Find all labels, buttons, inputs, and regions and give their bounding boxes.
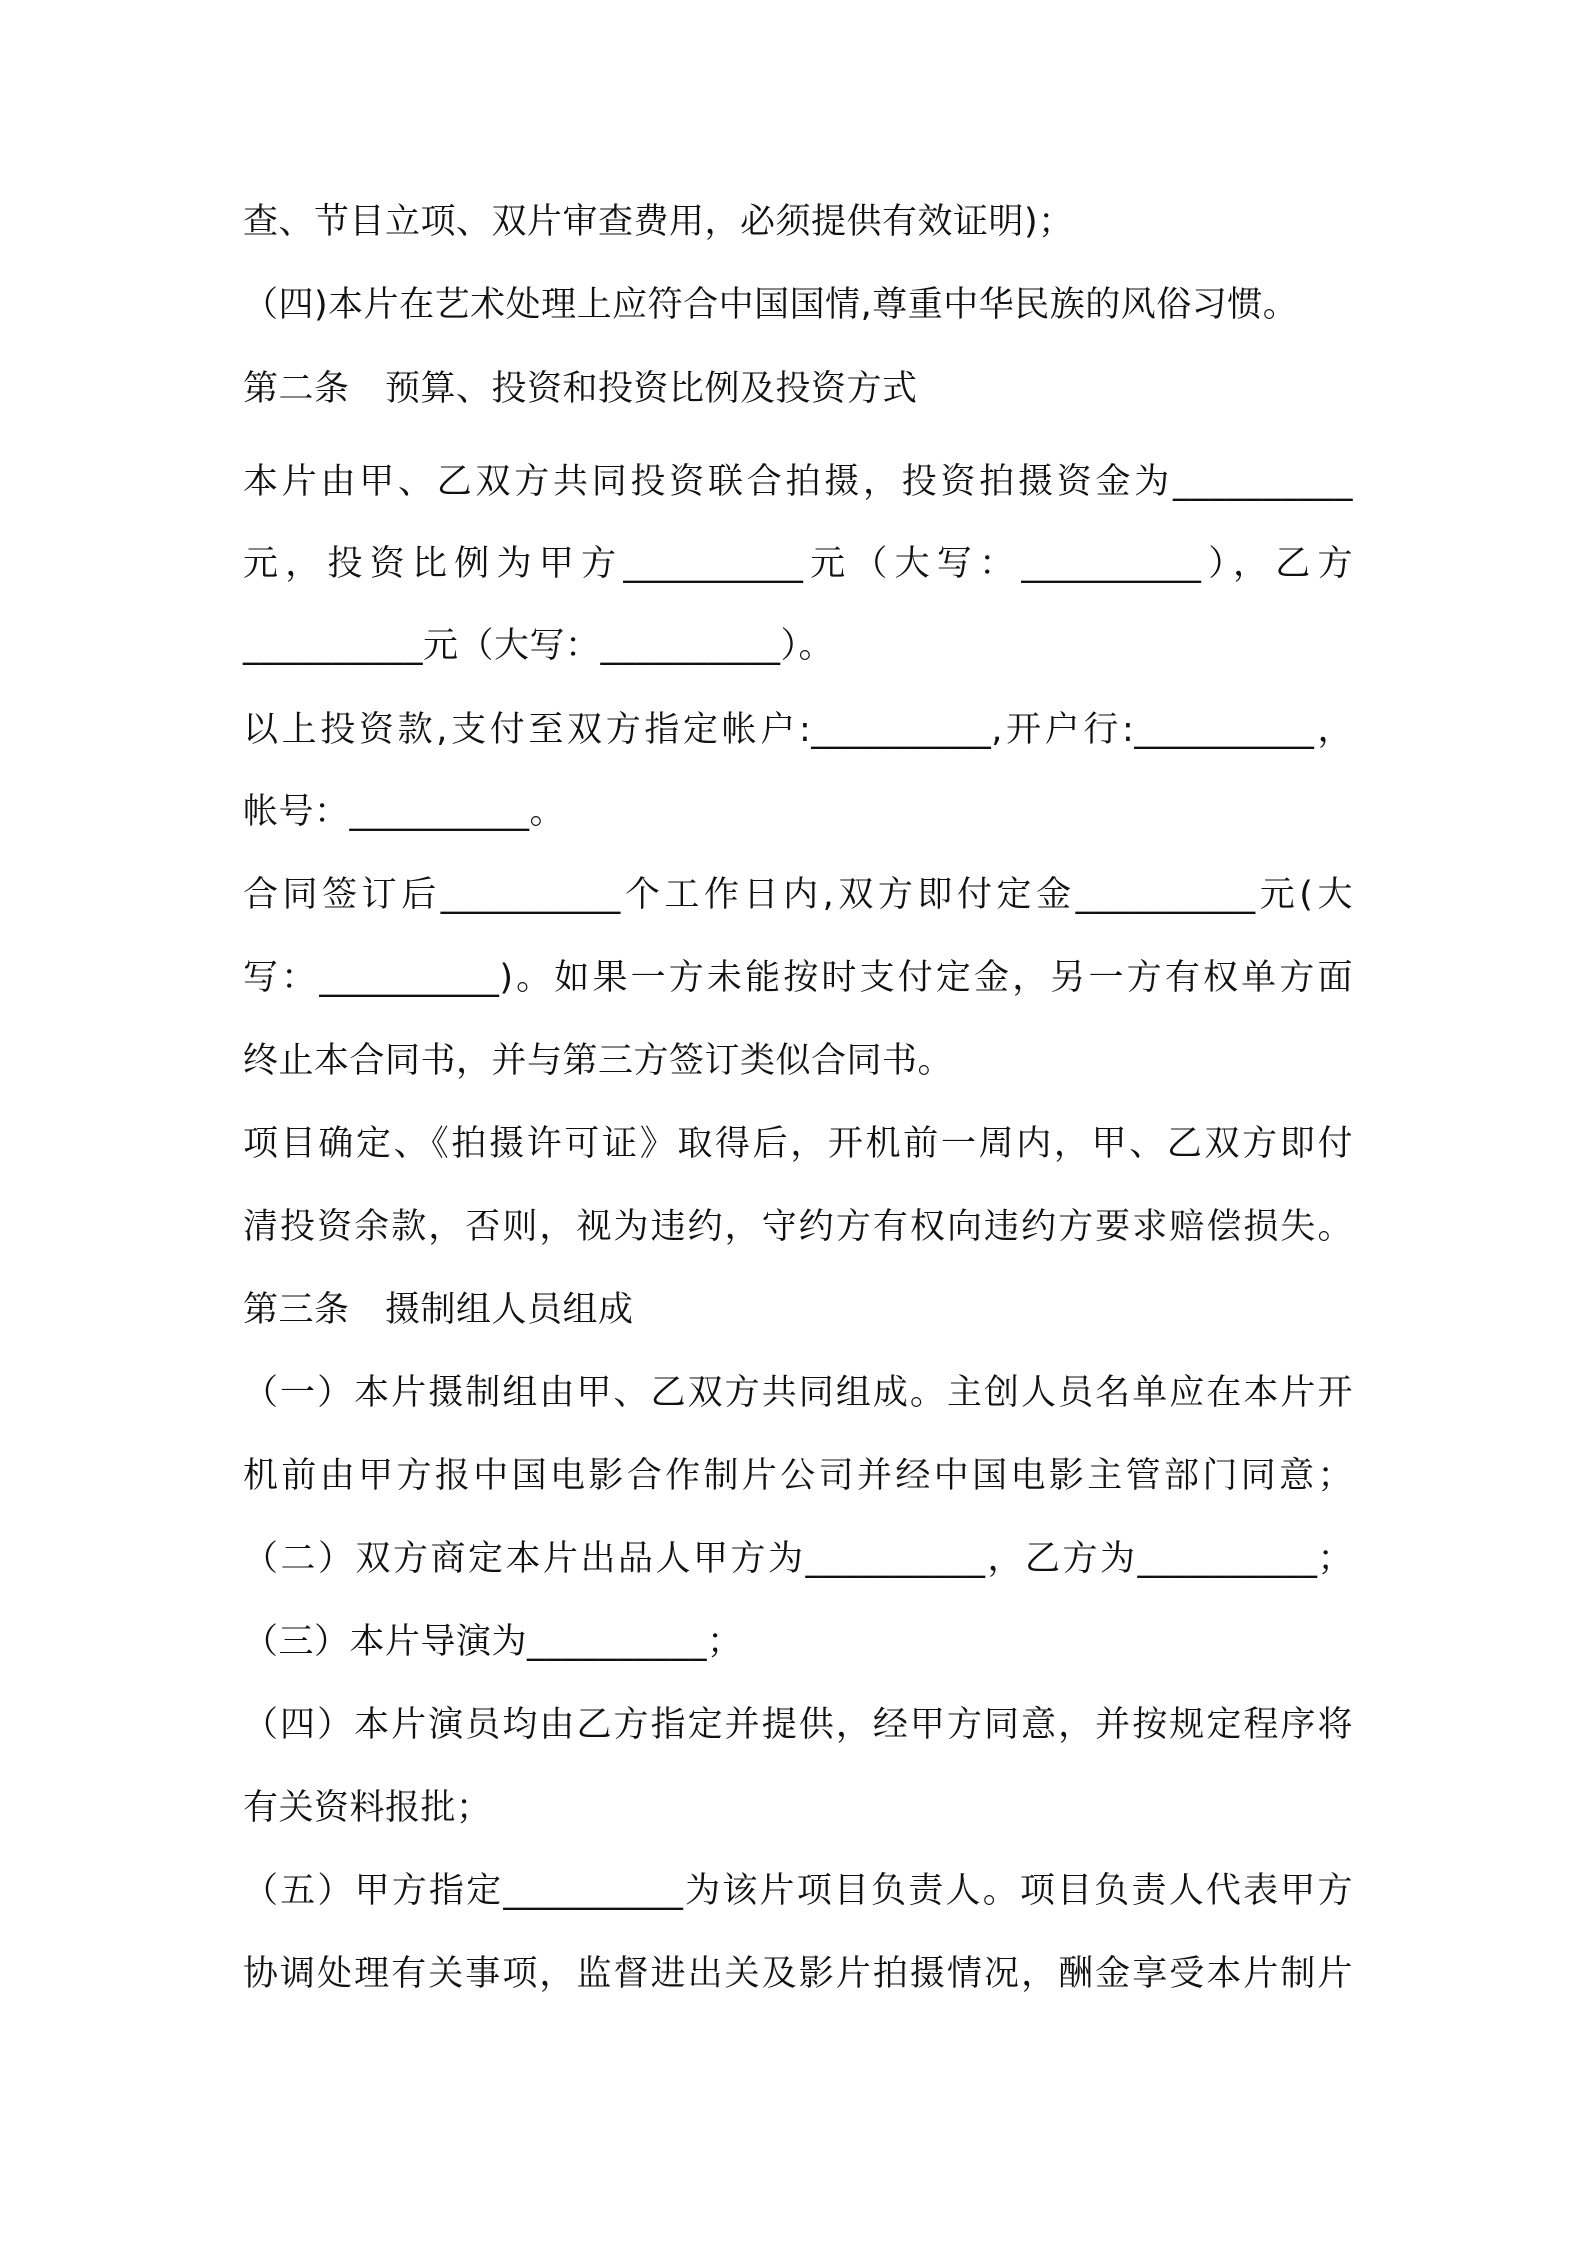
text-line: （四）本片演员均由乙方指定并提供，经甲方同意，并按规定程序将 bbox=[243, 1705, 1353, 1745]
text-line: 终止本合同书，并与第三方签订类似合同书。 bbox=[243, 1041, 954, 1081]
text-line: 写：__________)。如果一方未能按时支付定金，另一方有权单方面 bbox=[243, 958, 1353, 998]
text-line: 机前由甲方报中国电影合作制片公司并经中国电影主管部门同意； bbox=[243, 1456, 1353, 1496]
text-line: 以上投资款,支付至双方指定帐户:__________,开户行:__________， bbox=[243, 710, 1353, 750]
text-line: 有关资料报批； bbox=[243, 1788, 492, 1828]
text-line: 元，投资比例为甲方__________元（大写：__________），乙方 bbox=[243, 544, 1353, 584]
text-line: 清投资余款，否则，视为违约，守约方有权向违约方要求赔偿损失。 bbox=[243, 1207, 1353, 1247]
text-line: （四)本片在艺术处理上应符合中国国情,尊重中华民族的风俗习惯。 bbox=[243, 285, 1299, 325]
text-line: （一）本片摄制组由甲、乙双方共同组成。主创人员名单应在本片开 bbox=[243, 1373, 1353, 1413]
text-line: 帐号：__________。 bbox=[243, 792, 566, 832]
section-heading: 第二条 预算、投资和投资比例及投资方式 bbox=[243, 369, 918, 409]
text-line: 协调处理有关事项，监督进出关及影片拍摄情况，酬金享受本片制片 bbox=[243, 1954, 1353, 1994]
text-line: 项目确定、《拍摄许可证》取得后，开机前一周内，甲、乙双方即付 bbox=[243, 1124, 1353, 1164]
text-line: 查、节目立项、双片审查费用，必须提供有效证明)； bbox=[243, 202, 1074, 242]
text-line: 本片由甲、乙双方共同投资联合拍摄，投资拍摄资金为__________ bbox=[243, 462, 1353, 502]
text-line: （五）甲方指定__________为该片项目负责人。项目负责人代表甲方 bbox=[243, 1871, 1353, 1911]
text-line: （二）双方商定本片出品人甲方为__________，乙方为__________； bbox=[243, 1539, 1353, 1579]
text-line: 合同签订后__________个工作日内,双方即付定金__________元(大 bbox=[243, 875, 1353, 915]
section-heading: 第三条 摄制组人员组成 bbox=[243, 1290, 634, 1330]
text-line: __________元（大写：__________）。 bbox=[243, 626, 835, 666]
text-line: （三）本片导演为__________； bbox=[243, 1622, 743, 1662]
